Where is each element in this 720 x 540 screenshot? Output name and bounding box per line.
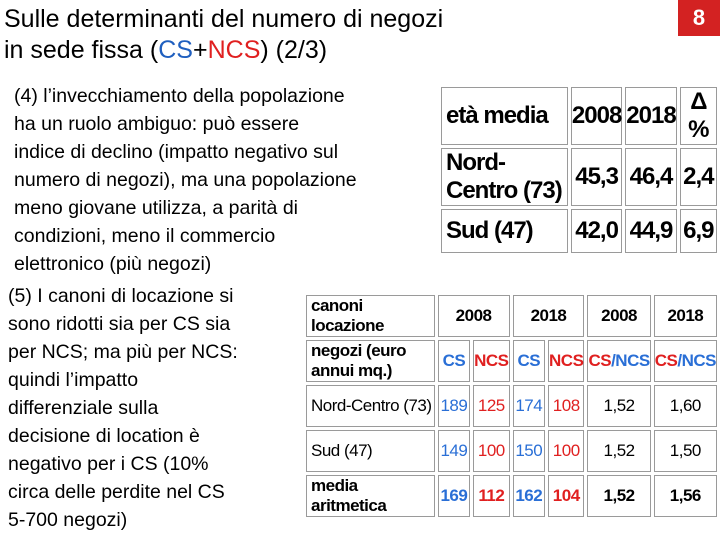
age-value-2018: 44,9: [625, 209, 676, 253]
age-row-label: Nord-Centro (73): [441, 148, 568, 206]
rent-row-label: media aritmetica: [306, 475, 435, 517]
point-5-line: per NCS; ma più per NCS:: [8, 341, 238, 363]
rent-ratio-2008: 1,52: [587, 475, 650, 517]
rent-ratio-2008: 1,52: [587, 385, 650, 427]
rent-header-year: 2008: [438, 295, 510, 337]
rent-ncs-2008: 125: [473, 385, 509, 427]
ratio-cs: CS: [588, 351, 612, 370]
rent-ratio-2008: 1,52: [587, 430, 650, 472]
age-row-label: Sud (47): [441, 209, 568, 253]
title-ncs: NCS: [207, 36, 261, 64]
rent-header-year: 2008: [587, 295, 650, 337]
point-4-line: elettronico (più negozi): [14, 253, 212, 275]
point-4-line: ha un ruolo ambiguo: può essere: [14, 113, 300, 135]
rent-header-label-1: canoni locazione: [306, 295, 435, 337]
rent-header-year: 2018: [513, 295, 585, 337]
rent-header-ratio: [587, 340, 650, 382]
rent-row-label: Nord-Centro (73): [306, 385, 435, 427]
ratio-ncs: NCS: [681, 351, 716, 370]
rent-header-ncs: NCS: [548, 340, 584, 382]
title-prefix: in sede fissa (: [4, 36, 159, 64]
point-4-line: numero di negozi), ma una popolazione: [14, 169, 357, 191]
rent-header-label-2: negozi (euro annui mq.): [306, 340, 435, 382]
table-row: [306, 475, 717, 517]
rent-header-cs: CS: [438, 340, 471, 382]
table-row: [441, 209, 717, 253]
ratio-cs: CS: [654, 351, 678, 370]
point-4-line: condizioni, meno il commercio: [14, 225, 276, 247]
age-value-2008: 45,3: [571, 148, 622, 206]
point-5-line: decisione di location è: [8, 425, 200, 447]
point-5-line: sono ridotti sia per CS sia: [8, 313, 231, 335]
rent-header-ncs: NCS: [473, 340, 509, 382]
rent-cs-2008: 189: [438, 385, 471, 427]
point-5-text: [8, 282, 238, 534]
rent-ncs-2018: 104: [548, 475, 584, 517]
rent-cs-2008: 149: [438, 430, 471, 472]
rent-ncs-2008: 112: [473, 475, 509, 517]
rent-table-header-row-2: [306, 340, 717, 382]
point-4-line: indice di declino (impatto negativo sul: [14, 141, 339, 163]
slide-title: [4, 4, 443, 66]
rent-header-cs: CS: [513, 340, 546, 382]
point-5-line: differenziale sulla: [8, 397, 159, 419]
rent-ratio-2018: 1,60: [654, 385, 717, 427]
point-5-line: quindi l’impatto: [8, 369, 139, 391]
rent-ncs-2018: 100: [548, 430, 584, 472]
rent-ncs-2018: 108: [548, 385, 584, 427]
point-5-line: negativo per i CS (10%: [8, 453, 209, 475]
table-row: [306, 430, 717, 472]
title-suffix: ) (2/3): [260, 36, 328, 64]
ratio-sep: /: [611, 351, 616, 370]
ratio-ncs: NCS: [615, 351, 650, 370]
age-header-2008: 2008: [571, 87, 622, 145]
rent-header-year: 2018: [654, 295, 717, 337]
table-row: [306, 385, 717, 427]
age-value-2008: 42,0: [571, 209, 622, 253]
page-number-badge: 8: [678, 0, 720, 36]
rent-row-label: Sud (47): [306, 430, 435, 472]
age-value-delta: 2,4: [680, 148, 717, 206]
rent-ncs-2008: 100: [473, 430, 509, 472]
age-header-label: età media: [441, 87, 568, 145]
point-5-line: (5) I canoni di locazione si: [8, 285, 234, 307]
point-4-line: meno giovane utilizza, a parità di: [14, 197, 298, 219]
age-header-2018: 2018: [625, 87, 676, 145]
ratio-sep: /: [677, 351, 682, 370]
rent-ratio-2018: 1,56: [654, 475, 717, 517]
age-value-2018: 46,4: [625, 148, 676, 206]
table-row: [441, 148, 717, 206]
point-4-line: (4) l’invecchiamento della popolazione: [14, 85, 345, 107]
title-line-2: [4, 35, 443, 66]
title-line-1: Sulle determinanti del numero di negozi: [4, 5, 444, 33]
rent-table: [303, 292, 720, 520]
rent-header-ratio: [654, 340, 717, 382]
age-table: [438, 84, 720, 256]
rent-cs-2018: 162: [513, 475, 546, 517]
age-table-header-row: [441, 87, 717, 145]
point-5-line: 5-700 negozi): [8, 509, 128, 531]
rent-ratio-2018: 1,50: [654, 430, 717, 472]
title-plus: +: [192, 36, 208, 64]
age-value-delta: 6,9: [680, 209, 717, 253]
rent-table-header-row-1: [306, 295, 717, 337]
rent-cs-2018: 150: [513, 430, 546, 472]
point-5-line: circa delle perdite nel CS: [8, 481, 225, 503]
rent-cs-2008: 169: [438, 475, 471, 517]
age-header-delta: Δ %: [680, 87, 717, 145]
title-cs: CS: [158, 36, 193, 64]
rent-cs-2018: 174: [513, 385, 546, 427]
point-4-text: [14, 82, 357, 278]
